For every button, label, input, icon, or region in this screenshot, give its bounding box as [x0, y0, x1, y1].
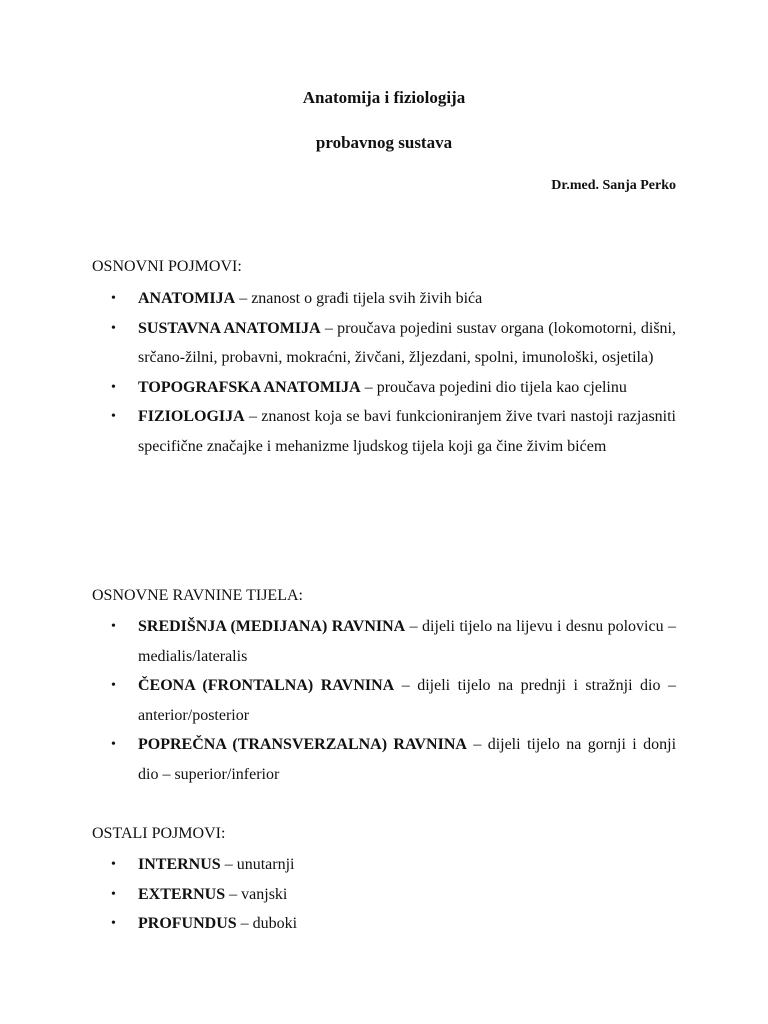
definition: – dijeli tijelo na gornji i donji dio – superior/inferior: [138, 736, 677, 783]
list-ostali-pojmovi: [92, 850, 676, 939]
term: FIZIOLOGIJA: [138, 408, 245, 425]
term: TOPOGRAFSKA ANATOMIJA: [138, 378, 361, 396]
list-item: [92, 314, 676, 373]
term: ČEONA (FRONTALNA) RAVNINA: [138, 677, 395, 694]
bullet-icon: •: [111, 857, 116, 872]
definition: – znanost o građi tijela svih živih bića: [235, 290, 483, 307]
list-item: [92, 284, 676, 314]
term: SREDIŠNJA (MEDIJANA) RAVNINA: [138, 618, 406, 635]
list-item: [92, 909, 676, 939]
term: PROFUNDUS: [138, 915, 237, 932]
list-item: [92, 373, 676, 403]
document-title: Anatomija i fiziologija: [302, 88, 466, 107]
bullet-icon: •: [111, 916, 116, 931]
bullet-icon: •: [111, 409, 116, 424]
term: INTERNUS: [138, 856, 221, 873]
bullet-icon: •: [111, 678, 116, 693]
term: ANATOMIJA: [138, 290, 236, 307]
list-item: [92, 402, 676, 461]
definition: – proučava pojedini dio tijela kao cjelinu: [360, 378, 627, 396]
term: EXTERNUS: [138, 885, 226, 903]
bullet-icon: •: [111, 886, 116, 902]
definition: – proučava pojedini sustav organa (lokomotorni, dišni, srčano-žilni, probavni, mokraćni, živčani, žljezdani, spolni, imunološki, osjetila): [138, 319, 676, 366]
bullet-icon: •: [111, 379, 116, 395]
term: POPREČNA (TRANSVERZALNA) RAVNINA: [138, 736, 467, 753]
term: SUSTAVNA ANATOMIJA: [138, 319, 321, 337]
list-item: [92, 850, 676, 880]
bullet-icon: •: [111, 619, 116, 634]
section-heading-osnovne-ravnine: OSNOVNE RAVNINE TIJELA:: [92, 587, 303, 604]
definition: – dijeli tijelo na prednji i stražnji dio – anterior/posterior: [138, 677, 676, 724]
definition: – vanjski: [225, 885, 288, 903]
list-item: [92, 612, 676, 671]
bullet-icon: •: [111, 320, 116, 336]
bullet-icon: •: [111, 737, 116, 752]
definition: – duboki: [236, 915, 298, 932]
list-osnovni-pojmovi: [92, 284, 676, 461]
definition: – dijeli tijelo na lijevu i desnu polovicu – medialis/lateralis: [138, 618, 676, 665]
list-item: [92, 880, 676, 910]
list-item: [92, 730, 676, 789]
list-item: [92, 671, 676, 730]
document-author: Dr.med. Sanja Perko: [551, 178, 676, 193]
bullet-icon: •: [111, 291, 116, 306]
definition: – znanost koja se bavi funkcioniranjem žive tvari nastoji razjasniti specifične značajke i mehanizme ljudskog tijela koji ga čine živim bićem: [138, 408, 676, 455]
section-heading-osnovni-pojmovi: OSNOVNI POJMOVI:: [92, 258, 242, 275]
document-subtitle: probavnog sustava: [315, 133, 453, 152]
definition: – unutarnji: [220, 856, 295, 873]
section-heading-ostali-pojmovi: OSTALI POJMOVI:: [92, 825, 226, 842]
list-osnovne-ravnine: [92, 612, 676, 789]
